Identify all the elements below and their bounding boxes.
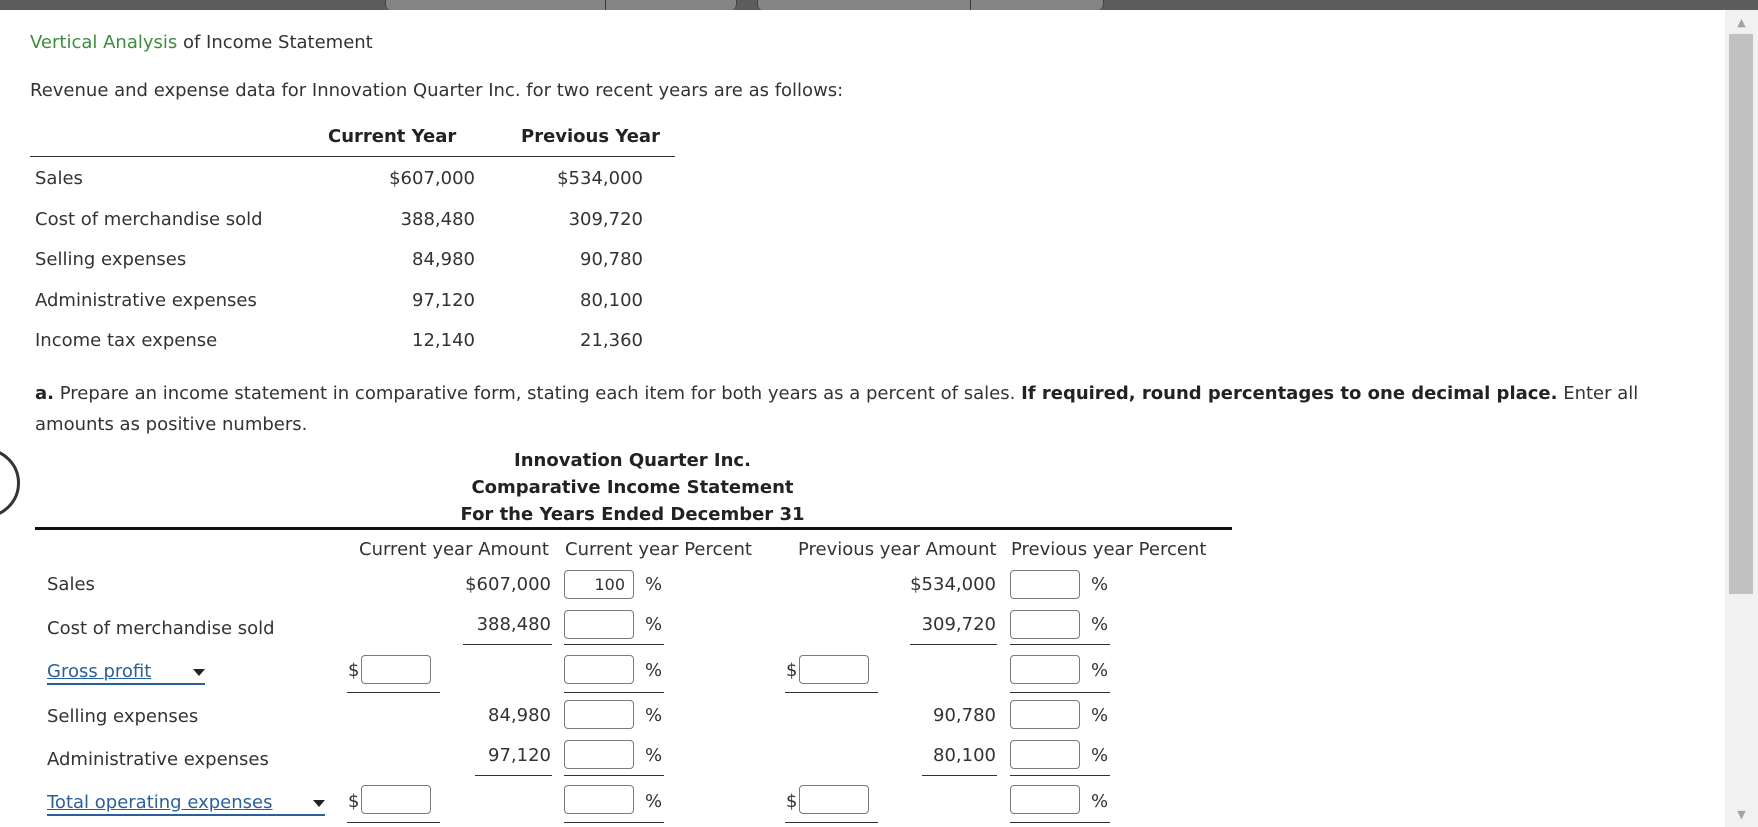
caret-down-icon (313, 800, 325, 807)
stmt-prev-amount-admin: 80,100 (933, 745, 996, 766)
statement-header-rule (35, 527, 1232, 530)
stmt-cur-amount-sales: $607,000 (465, 574, 551, 595)
underline (347, 692, 440, 693)
prev-percent-input-total-opex[interactable] (1010, 785, 1080, 814)
cur-percent-input-gross-profit[interactable] (564, 655, 634, 684)
data-row-current: $607,000 (389, 168, 475, 189)
dollar-sign: $ (348, 660, 360, 681)
stmt-cur-amount-selling: 84,980 (488, 705, 551, 726)
dollar-sign: $ (348, 791, 360, 812)
underline (785, 822, 878, 823)
data-row-current: 97,120 (412, 290, 475, 311)
stmt-prev-amount-selling: 90,780 (933, 705, 996, 726)
data-row-previous: 21,360 (580, 330, 643, 351)
percent-sign: % (1091, 660, 1109, 681)
prev-percent-input-admin[interactable] (1010, 740, 1080, 769)
cur-amount-input-total-opex[interactable] (361, 785, 431, 814)
data-row-label: Selling expenses (35, 249, 187, 270)
percent-sign: % (645, 791, 663, 812)
underline (564, 644, 664, 645)
data-row-current: 84,980 (412, 249, 475, 270)
stmt-label-selling: Selling expenses (47, 706, 199, 727)
cur-percent-input-selling[interactable] (564, 700, 634, 729)
data-row-label: Administrative expenses (35, 290, 257, 311)
intro-text: Revenue and expense data for Innovation Quarter Inc. for two recent years are as follows: (30, 80, 844, 101)
dollar-sign: $ (786, 660, 798, 681)
stmt-label-admin: Administrative expenses (47, 749, 269, 770)
total-operating-expenses-select[interactable] (47, 792, 325, 816)
percent-sign: % (645, 574, 663, 595)
toolbar-separator (970, 0, 971, 10)
data-row-current: 12,140 (412, 330, 475, 351)
percent-sign: % (1091, 791, 1109, 812)
percent-sign: % (1091, 745, 1109, 766)
scroll-down-arrow-icon[interactable]: ▼ (1737, 808, 1746, 821)
cur-percent-input-cogs[interactable] (564, 610, 634, 639)
stmt-cur-amount-admin: 97,120 (488, 745, 551, 766)
toolbar-tab-2[interactable] (757, 0, 1104, 10)
stmt-prev-amount-cogs: 309,720 (921, 614, 996, 635)
stmt-prev-amount-sales: $534,000 (910, 574, 996, 595)
data-row-current: 388,480 (400, 209, 475, 230)
instruction-part1: Prepare an income statement in comparative form, stating each item for both years as a percent of sales. (59, 383, 1016, 404)
col-header-prev-amount: Previous year Amount (798, 539, 997, 560)
stmt-cur-amount-cogs: 388,480 (476, 614, 551, 635)
instruction-text (35, 378, 1695, 440)
underline (564, 775, 664, 776)
underline (910, 644, 997, 645)
underline (1010, 692, 1110, 693)
instruction-letter: a. (35, 383, 54, 404)
data-row-previous: 80,100 (580, 290, 643, 311)
dollar-sign: $ (786, 791, 798, 812)
cur-amount-input-gross-profit[interactable] (361, 655, 431, 684)
caret-down-icon (193, 669, 205, 676)
underline (1010, 822, 1110, 823)
percent-sign: % (645, 614, 663, 635)
cur-percent-input-sales[interactable]: 100 (564, 570, 634, 599)
statement-title: Comparative Income Statement (471, 477, 794, 498)
statement-company: Innovation Quarter Inc. (514, 450, 751, 471)
stmt-label-cogs: Cost of merchandise sold (47, 618, 275, 639)
vertical-scrollbar[interactable] (1725, 10, 1758, 827)
data-row-label: Income tax expense (35, 330, 218, 351)
partial-circle-decoration (0, 448, 20, 518)
cur-percent-input-total-opex[interactable] (564, 785, 634, 814)
percent-sign: % (645, 660, 663, 681)
percent-sign: % (1091, 705, 1109, 726)
underline (785, 692, 878, 693)
underline (564, 822, 664, 823)
data-row (35, 160, 675, 200)
prev-amount-input-total-opex[interactable] (799, 785, 869, 814)
data-row-label: Cost of merchandise sold (35, 209, 263, 230)
percent-sign: % (1091, 574, 1109, 595)
data-row-label: Sales (35, 168, 83, 189)
toolbar-tab-1[interactable] (385, 0, 737, 10)
data-header-current: Current Year (328, 126, 457, 147)
title-rest: of Income Statement (177, 32, 373, 53)
total-opex-select-label: Total operating expenses (47, 792, 273, 813)
prev-amount-input-gross-profit[interactable] (799, 655, 869, 684)
instruction-bold: If required, round percentages to one decimal place. (1021, 383, 1558, 404)
col-header-prev-percent: Previous year Percent (1011, 539, 1207, 560)
underline (1010, 644, 1110, 645)
underline (347, 822, 440, 823)
top-toolbar-strip (0, 0, 1758, 10)
underline (463, 644, 552, 645)
data-row (35, 322, 675, 362)
prev-percent-input-selling[interactable] (1010, 700, 1080, 729)
data-row (35, 241, 675, 281)
data-row-previous: $534,000 (557, 168, 643, 189)
data-table-rule (30, 156, 675, 157)
instruction-part2: Enter all amounts as positive numbers. (35, 383, 1639, 435)
gross-profit-select[interactable] (47, 661, 205, 685)
data-row-previous: 309,720 (568, 209, 643, 230)
scroll-up-arrow-icon[interactable]: ▲ (1737, 16, 1746, 29)
percent-sign: % (645, 705, 663, 726)
percent-sign: % (645, 745, 663, 766)
data-row (35, 201, 675, 241)
prev-percent-input-cogs[interactable] (1010, 610, 1080, 639)
underline (564, 692, 664, 693)
data-header-previous: Previous Year (521, 126, 660, 147)
col-header-cur-percent: Current year Percent (565, 539, 752, 560)
prev-percent-input-sales[interactable] (1010, 570, 1080, 599)
cur-percent-input-admin[interactable] (564, 740, 634, 769)
statement-period: For the Years Ended December 31 (460, 504, 805, 525)
underline (1010, 775, 1110, 776)
scrollbar-thumb[interactable] (1729, 34, 1753, 594)
gross-profit-select-label: Gross profit (47, 661, 152, 682)
toolbar-separator (605, 0, 606, 10)
stmt-label-sales: Sales (47, 574, 95, 595)
data-row-previous: 90,780 (580, 249, 643, 270)
underline (922, 775, 997, 776)
page-title (30, 32, 373, 53)
prev-percent-input-gross-profit[interactable] (1010, 655, 1080, 684)
data-row (35, 282, 675, 322)
percent-sign: % (1091, 614, 1109, 635)
col-header-cur-amount: Current year Amount (359, 539, 549, 560)
title-link[interactable]: Vertical Analysis (30, 32, 178, 53)
underline (475, 775, 552, 776)
